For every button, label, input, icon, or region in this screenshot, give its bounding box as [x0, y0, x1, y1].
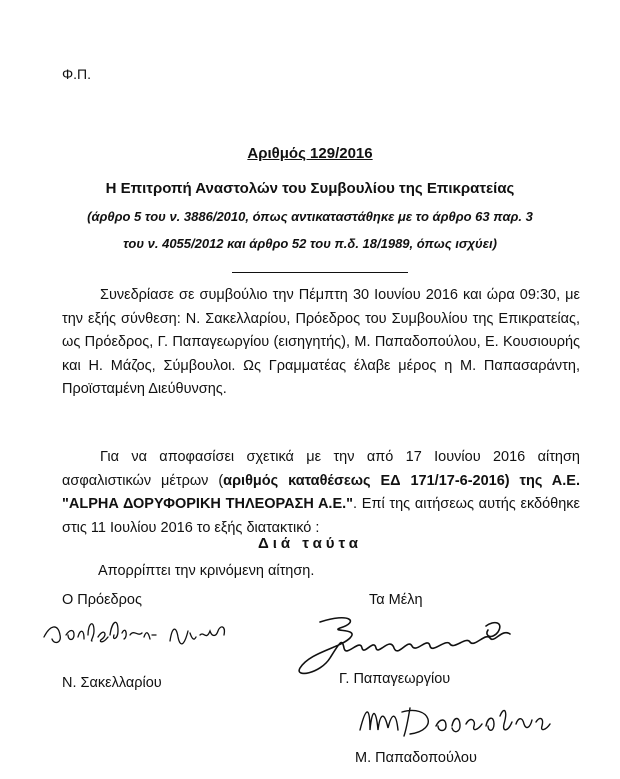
decision-number-title: Αριθμός 129/2016: [247, 145, 373, 162]
legal-basis-line-1: (άρθρο 5 του ν. 3886/2010, όπως αντικαταστάθηκε με το άρθρο 63 παρ. 3: [87, 209, 533, 224]
member2-signature: [340, 700, 590, 745]
member1-name: Γ. Παπαγεωργίου: [339, 671, 451, 687]
application-text-2: . Επί της αιτήσεως αυτής εκδόθηκε στις 11 Ιουλίου 2016 το εξής διατακτικό :: [62, 496, 580, 536]
legal-basis-line-2: του ν. 4055/2012 και άρθρο 52 του π.δ. 18/1989, όπως ισχύει): [123, 236, 497, 251]
application-text-1: Για να αποφασίσει σχετικά με την από 17 Ιουνίου 2016 αίτηση ασφαλιστικών μέτρων (: [62, 449, 580, 489]
session-paragraph: Συνεδρίασε σε συμβούλιο την Πέμπτη 30 Ιουνίου 2016 και ώρα 09:30, με την εξής σύνθεση: Ν. Σακελλαρίου, Πρόεδρος του Συμβουλίου της Επικρατείας, ως Πρόεδρος, Γ. Παπαγεωργίου (εισηγητής), Μ. Παπαδοπούλου, Ε. Κουσιουρής και Η. Μάζος, Σύμβουλοι. Ως Γραμματέας έλαβε μέρος η Μ. Παπασαράντη, Προϊσταμένη Διεύθυνσης.: [62, 287, 580, 397]
section-heading: Διά ταύτα: [257, 535, 363, 552]
chair-title: Ο Πρόεδρος: [62, 592, 142, 608]
member2-name: Μ. Παπαδοπούλου: [355, 750, 477, 766]
committee-name: Η Επιτροπή Αναστολών του Συμβουλίου της Επικρατείας: [105, 180, 515, 197]
application-paragraph: [62, 446, 580, 540]
chair-signature: [40, 615, 280, 655]
chair-name: Ν. Σακελλαρίου: [62, 675, 162, 691]
members-title: Τα Μέλη: [369, 592, 423, 608]
decision-text: Απορρίπτει την κρινόμενη αίτηση.: [98, 563, 315, 579]
application-filing-number: αριθμός καταθέσεως ΕΔ 171/17-6-2016) της Α.Ε. "ALPHA ΔΟΡΥΦΟΡΙΚΗ ΤΗΛΕΟΡΑΣΗ Α.Ε.": [62, 472, 580, 512]
separator-rule: [232, 272, 408, 273]
document-mark: Φ.Π.: [62, 66, 92, 82]
